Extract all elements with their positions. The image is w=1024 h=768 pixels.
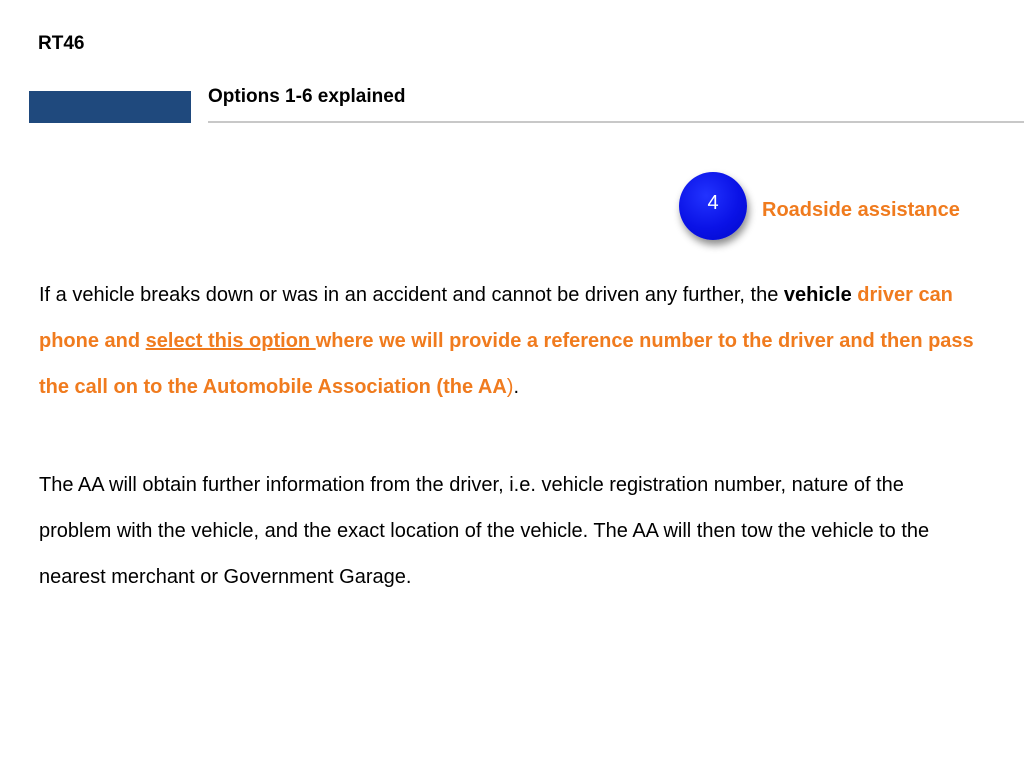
option-title: Roadside assistance <box>762 199 960 221</box>
highlight-text-b: where we will provide a reference number to the driver and then pass the call on to the Automobile Association (the AA <box>39 330 974 398</box>
description-paragraph-1 <box>39 272 979 410</box>
vehicle-word: vehicle <box>783 284 852 306</box>
period: . <box>513 376 520 398</box>
select-option-link[interactable]: select this option <box>145 330 316 352</box>
header-divider <box>208 121 1024 123</box>
intro-text: If a vehicle breaks down or was in an accident and cannot be driven any further, the <box>39 284 784 306</box>
section-title: Options 1-6 explained <box>208 86 406 107</box>
description-paragraph-2: The AA will obtain further information from the driver, i.e. vehicle registration number, nature of the problem with the vehicle, and the exact location of the vehicle. The AA will then tow the vehicle to the nearest merchant or Government Garage. <box>39 474 930 588</box>
option-number-badge: 4 <box>679 172 747 240</box>
highlight-text-a: driver can phone and <box>39 284 953 352</box>
header-accent-bar <box>29 91 191 123</box>
close-paren: ) <box>506 376 514 398</box>
document-code: RT46 <box>38 33 85 54</box>
